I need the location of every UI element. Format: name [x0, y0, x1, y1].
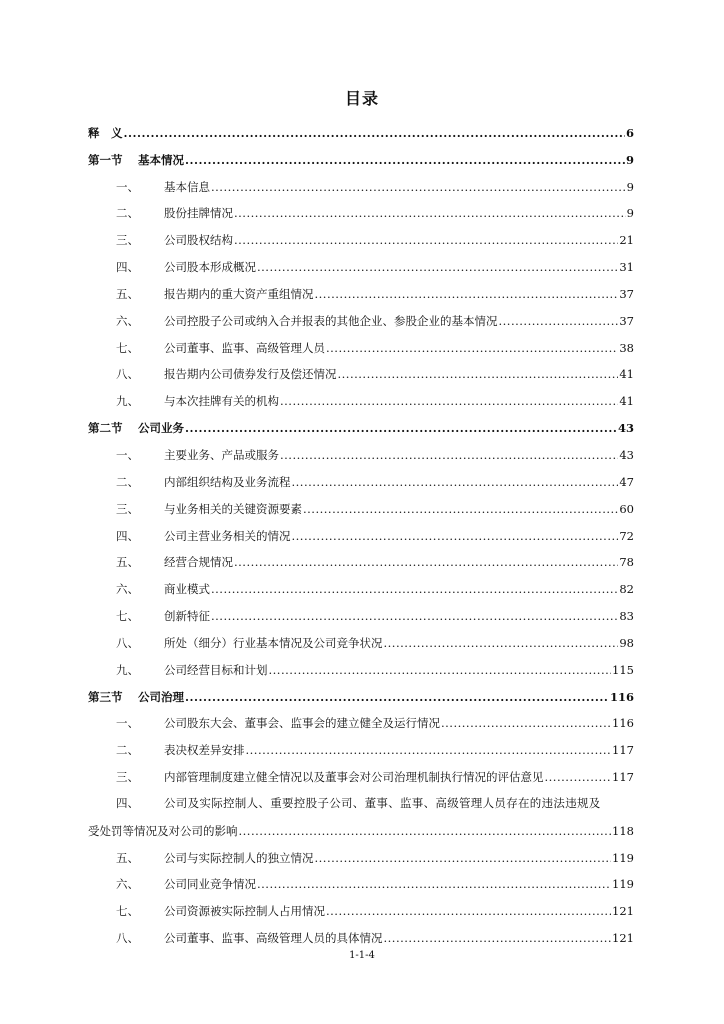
toc-entry-number: 第一节	[88, 152, 123, 167]
toc-entry-page: 37	[619, 286, 634, 301]
leader-dots	[257, 260, 618, 274]
toc-entry-label: 表决权差异安排	[164, 743, 245, 758]
toc-entry-page: 98	[619, 635, 634, 650]
leader-dots	[326, 904, 611, 918]
toc-entry-page: 121	[612, 931, 634, 946]
toc-entry-number: 八、	[116, 635, 139, 650]
toc-entry-number: 一、	[116, 716, 139, 731]
toc-entry-page: 83	[619, 609, 634, 624]
toc-entry-label: 与业务相关的关键资源要素	[164, 501, 302, 516]
toc-entry-label: 公司业务	[138, 421, 184, 436]
leader-dots	[185, 421, 617, 435]
toc-entry[interactable]	[88, 730, 634, 757]
toc-entry-label-line1: 公司及实际控制人、重要控股子公司、董事、监事、高级管理人员存在的违法违规及	[164, 795, 601, 810]
toc-entry-label: 公司股东大会、董事会、监事会的建立健全及运行情况	[164, 716, 440, 731]
page-number-footer: 1-1-4	[349, 950, 375, 961]
leader-dots	[499, 314, 619, 328]
toc-entry-label: 经营合规情况	[164, 555, 233, 570]
toc-entry[interactable]	[88, 891, 634, 918]
toc-entry-page: 118	[612, 823, 634, 838]
toc-entry-label: 内部组织结构及业务流程	[164, 474, 291, 489]
toc-entry-label: 公司控股子公司或纳入合并报表的其他企业、参股企业的基本情况	[164, 313, 498, 328]
toc-section-entry[interactable]	[88, 140, 634, 167]
toc-entry-label: 公司股权结构	[164, 233, 233, 248]
toc-entry-page: 47	[619, 474, 634, 489]
leader-dots	[239, 824, 612, 838]
leader-dots	[234, 206, 626, 220]
toc-section-entry[interactable]	[88, 677, 634, 704]
leader-dots	[124, 126, 625, 140]
toc-entry-number: 八、	[116, 367, 139, 382]
toc-entry-page: 116	[612, 716, 634, 731]
toc-entry[interactable]	[88, 865, 634, 892]
toc-entry[interactable]	[88, 328, 634, 355]
leader-dots	[326, 341, 618, 355]
toc-entry-label: 基本信息	[164, 179, 210, 194]
leader-dots	[545, 770, 612, 784]
toc-entry-number: 八、	[116, 931, 139, 946]
toc-entry-label: 与本次挂牌有关的机构	[164, 394, 279, 409]
toc-entry[interactable]	[88, 247, 634, 274]
toc-entry-number: 二、	[116, 206, 139, 221]
toc-entry-label: 公司股本形成概况	[164, 260, 256, 275]
toc-entry-number: 六、	[116, 877, 139, 892]
leader-dots	[280, 394, 618, 408]
leader-dots	[234, 233, 618, 247]
toc-entry-page: 119	[612, 877, 634, 892]
toc-entry[interactable]	[88, 274, 634, 301]
toc-entry-number: 二、	[116, 743, 139, 758]
toc-entry-label: 公司经营目标和计划	[164, 662, 268, 677]
toc-section-entry[interactable]	[88, 113, 634, 140]
toc-entry-label: 公司治理	[138, 689, 184, 704]
toc-entry-label: 内部管理制度建立健全情况以及董事会对公司治理机制执行情况的评估意见	[164, 770, 544, 785]
toc-entry[interactable]	[88, 489, 634, 516]
toc-section-entry[interactable]	[88, 408, 634, 435]
toc-entry-label: 公司与实际控制人的独立情况	[164, 850, 314, 865]
toc-entry-number: 释 义	[88, 125, 123, 140]
toc-entry-page: 9	[626, 179, 634, 194]
leader-dots	[211, 582, 618, 596]
toc-entry[interactable]	[88, 543, 634, 570]
toc-entry-label: 公司资源被实际控制人占用情况	[164, 904, 325, 919]
toc-entry-number: 三、	[116, 770, 139, 785]
toc-entry-page: 41	[619, 367, 634, 382]
toc-entry-page: 37	[619, 313, 634, 328]
toc-entry-label: 公司董事、监事、高级管理人员的具体情况	[164, 931, 383, 946]
toc-entry[interactable]	[88, 838, 634, 865]
toc-entry-number: 五、	[116, 850, 139, 865]
toc-entry-number: 四、	[116, 795, 139, 810]
toc-entry-number: 九、	[116, 662, 139, 677]
toc-entry-page: 21	[619, 233, 634, 248]
toc-entry-number: 六、	[116, 582, 139, 597]
toc-entry-page: 117	[612, 770, 634, 785]
toc-entry[interactable]	[88, 220, 634, 247]
toc-entry-page: 43	[617, 421, 634, 436]
toc-entry-label: 公司董事、监事、高级管理人员	[164, 340, 325, 355]
toc-entry[interactable]	[88, 918, 634, 945]
leader-dots	[315, 851, 612, 865]
toc-entry-page: 60	[619, 501, 634, 516]
toc-entry-page: 119	[612, 850, 634, 865]
toc-entry-label: 主要业务、产品或服务	[164, 447, 279, 462]
leader-dots	[292, 529, 619, 543]
toc-entry-number: 七、	[116, 609, 139, 624]
leader-dots	[185, 153, 625, 167]
toc-entry[interactable]	[88, 194, 634, 221]
toc-entry-number: 一、	[116, 447, 139, 462]
toc-entry-wrapped[interactable]	[88, 784, 634, 811]
leader-dots	[315, 287, 619, 301]
toc-entry-number: 七、	[116, 904, 139, 919]
toc-entry-label-line2: 受处罚等情况及对公司的影响	[88, 823, 238, 838]
leader-dots	[292, 475, 619, 489]
toc-entry-label: 公司主营业务相关的情况	[164, 528, 291, 543]
leader-dots	[211, 609, 618, 623]
toc-entry-page: 31	[619, 260, 634, 275]
toc-entry-page: 116	[609, 689, 634, 704]
toc-entry-page: 117	[612, 743, 634, 758]
toc-entry-number: 九、	[116, 394, 139, 409]
toc-entry-number: 三、	[116, 233, 139, 248]
toc-entry[interactable]	[88, 435, 634, 462]
leader-dots	[211, 180, 626, 194]
toc-entry[interactable]	[88, 757, 634, 784]
toc-entry[interactable]	[88, 623, 634, 650]
toc-entry-number: 第三节	[88, 689, 123, 704]
toc-entry-label: 报告期内的重大资产重组情况	[164, 286, 314, 301]
toc-entry[interactable]	[88, 301, 634, 328]
toc-entry-number: 三、	[116, 501, 139, 516]
toc-entry-number: 第二节	[88, 421, 123, 436]
leader-dots	[384, 636, 619, 650]
toc-entry-label: 股份挂牌情况	[164, 206, 233, 221]
toc-entry[interactable]	[88, 569, 634, 596]
toc-entry-page: 9	[626, 206, 634, 221]
toc-entry-number: 一、	[116, 179, 139, 194]
toc-entry-label: 公司同业竞争情况	[164, 877, 256, 892]
toc-entry[interactable]	[88, 516, 634, 543]
toc-entry[interactable]	[88, 167, 634, 194]
leader-dots	[234, 555, 618, 569]
toc-entry[interactable]	[88, 650, 634, 677]
page-title: 目录	[344, 89, 379, 108]
leader-dots	[303, 502, 618, 516]
leader-dots	[441, 716, 611, 730]
toc-entry-label: 商业模式	[164, 582, 210, 597]
toc-entry-label: 创新特征	[164, 609, 210, 624]
toc-entry-number: 四、	[116, 528, 139, 543]
leader-dots	[257, 877, 611, 891]
toc-entry-page: 38	[619, 340, 634, 355]
toc-entry[interactable]	[88, 381, 634, 408]
toc-entry-wrapped-continuation[interactable]	[88, 811, 634, 838]
toc-entry-page: 9	[625, 152, 634, 167]
toc-entry-page: 6	[625, 125, 634, 140]
toc-entry-label: 所处（细分）行业基本情况及公司竞争状况	[164, 635, 383, 650]
toc-entry-number: 六、	[116, 313, 139, 328]
toc-entry[interactable]	[88, 704, 634, 731]
toc-entry-page: 72	[619, 528, 634, 543]
toc-entry-label: 基本情况	[138, 152, 184, 167]
toc-entry-page: 43	[619, 447, 634, 462]
leader-dots	[384, 931, 612, 945]
toc-entry-page: 121	[612, 904, 634, 919]
toc-entry[interactable]	[88, 462, 634, 489]
toc-entry[interactable]	[88, 596, 634, 623]
toc-entry[interactable]	[88, 355, 634, 382]
leader-dots	[338, 367, 619, 381]
toc-entry-page: 115	[612, 662, 634, 677]
toc-entry-label: 报告期内公司债券发行及偿还情况	[164, 367, 337, 382]
leader-dots	[280, 448, 618, 462]
toc-entry-number: 七、	[116, 340, 139, 355]
leader-dots	[246, 743, 612, 757]
toc-entry-number: 二、	[116, 474, 139, 489]
toc-entry-page: 41	[619, 394, 634, 409]
toc-entry-page: 78	[619, 555, 634, 570]
leader-dots	[269, 663, 612, 677]
table-of-contents	[88, 113, 634, 945]
toc-entry-number: 五、	[116, 555, 139, 570]
toc-entry-number: 四、	[116, 260, 139, 275]
leader-dots	[185, 690, 609, 704]
toc-entry-number: 五、	[116, 286, 139, 301]
toc-entry-page: 82	[619, 582, 634, 597]
